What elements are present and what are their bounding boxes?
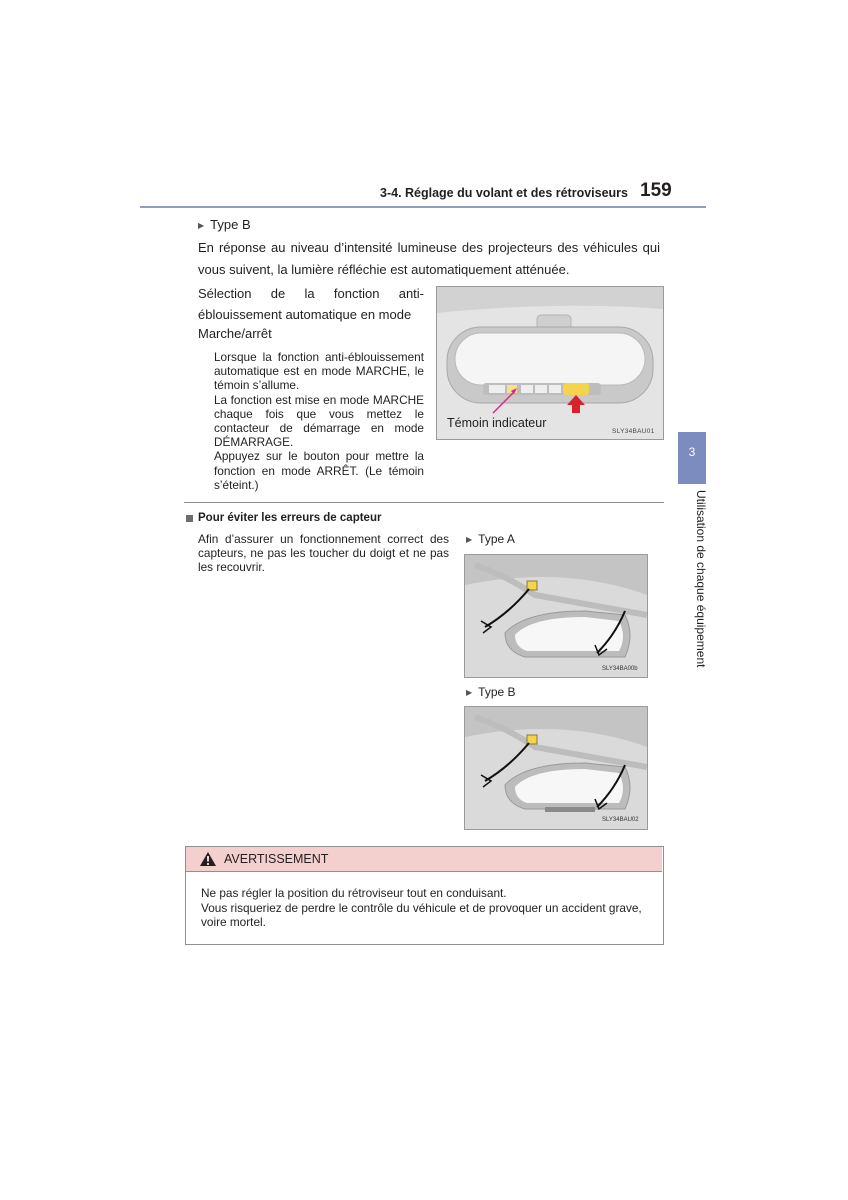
warning-text: [201, 886, 659, 930]
bullet-triangle-icon: ▶: [466, 688, 473, 697]
warning-line: Vous risqueriez de perdre le contrôle du véhicule et de provoquer un accident grave, voire mortel.: [201, 900, 642, 929]
chapter-tab: 3: [678, 432, 706, 484]
description-line: Appuyez sur le bouton pour mettre la fonction en mode ARRÊT. (Le témoin s’éteint.): [214, 449, 424, 492]
warning-line: Ne pas régler la position du rétroviseur tout en conduisant.: [201, 886, 507, 900]
type-b-sensor-label: Type B: [478, 685, 516, 699]
type-b-paragraph: En réponse au niveau d’intensité lumineuse des projecteurs des véhicules qui vous suivent, la lumière réfléchie est automatiquement atténuée.: [198, 240, 660, 277]
type-b-heading: [198, 217, 251, 232]
figure-code: SLY34BAU02: [602, 817, 639, 823]
figure-code: SLY34BAU01: [612, 428, 655, 435]
on-off-label: Marche/arrêt: [198, 326, 272, 341]
page-header-title: 3-4. Réglage du volant et des rétroviseurs: [380, 186, 628, 200]
chapter-title-vertical: Utilisation de chaque équipement: [694, 490, 708, 668]
sensor-paragraph: Afin d’assurer un fonctionnement correct des capteurs, ne pas les toucher du doigt et ne pas les recouvrir.: [198, 532, 449, 575]
bullet-triangle-icon: ▶: [198, 221, 205, 230]
type-b-label: Type B: [210, 217, 251, 232]
description-line: La fonction est mise en mode MARCHE chaque fois que vous mettez le contacteur de démarrage en mode DÉMARRAGE.: [214, 392, 424, 450]
figure-code: SLY34BA00b: [602, 666, 638, 672]
sensor-illustration-a: [465, 555, 647, 677]
description-line: Lorsque la fonction anti-éblouissement automatique est en mode MARCHE, le témoin s’allume.: [214, 350, 424, 393]
page-number: 159: [640, 180, 672, 201]
section-square-icon: [186, 515, 193, 522]
warning-triangle-icon: [199, 851, 217, 872]
type-b-sensor-heading: [466, 685, 516, 699]
section-divider: [184, 502, 664, 503]
bullet-triangle-icon: ▶: [466, 535, 473, 544]
indicator-label: Témoin indicateur: [447, 416, 547, 430]
header-divider: [140, 206, 706, 208]
selection-label: Sélection de la fonction anti-éblouissement automatique en mode: [198, 286, 424, 322]
sensor-figure-type-a: [464, 554, 648, 678]
sensor-illustration-b: [465, 707, 647, 829]
sensor-figure-type-b: [464, 706, 648, 830]
sensor-section-title: Pour éviter les erreurs de capteur: [198, 512, 382, 524]
type-a-label: Type A: [478, 532, 515, 546]
on-off-description: [214, 350, 424, 492]
warning-title: AVERTISSEMENT: [224, 852, 329, 866]
type-a-heading: [466, 532, 515, 546]
